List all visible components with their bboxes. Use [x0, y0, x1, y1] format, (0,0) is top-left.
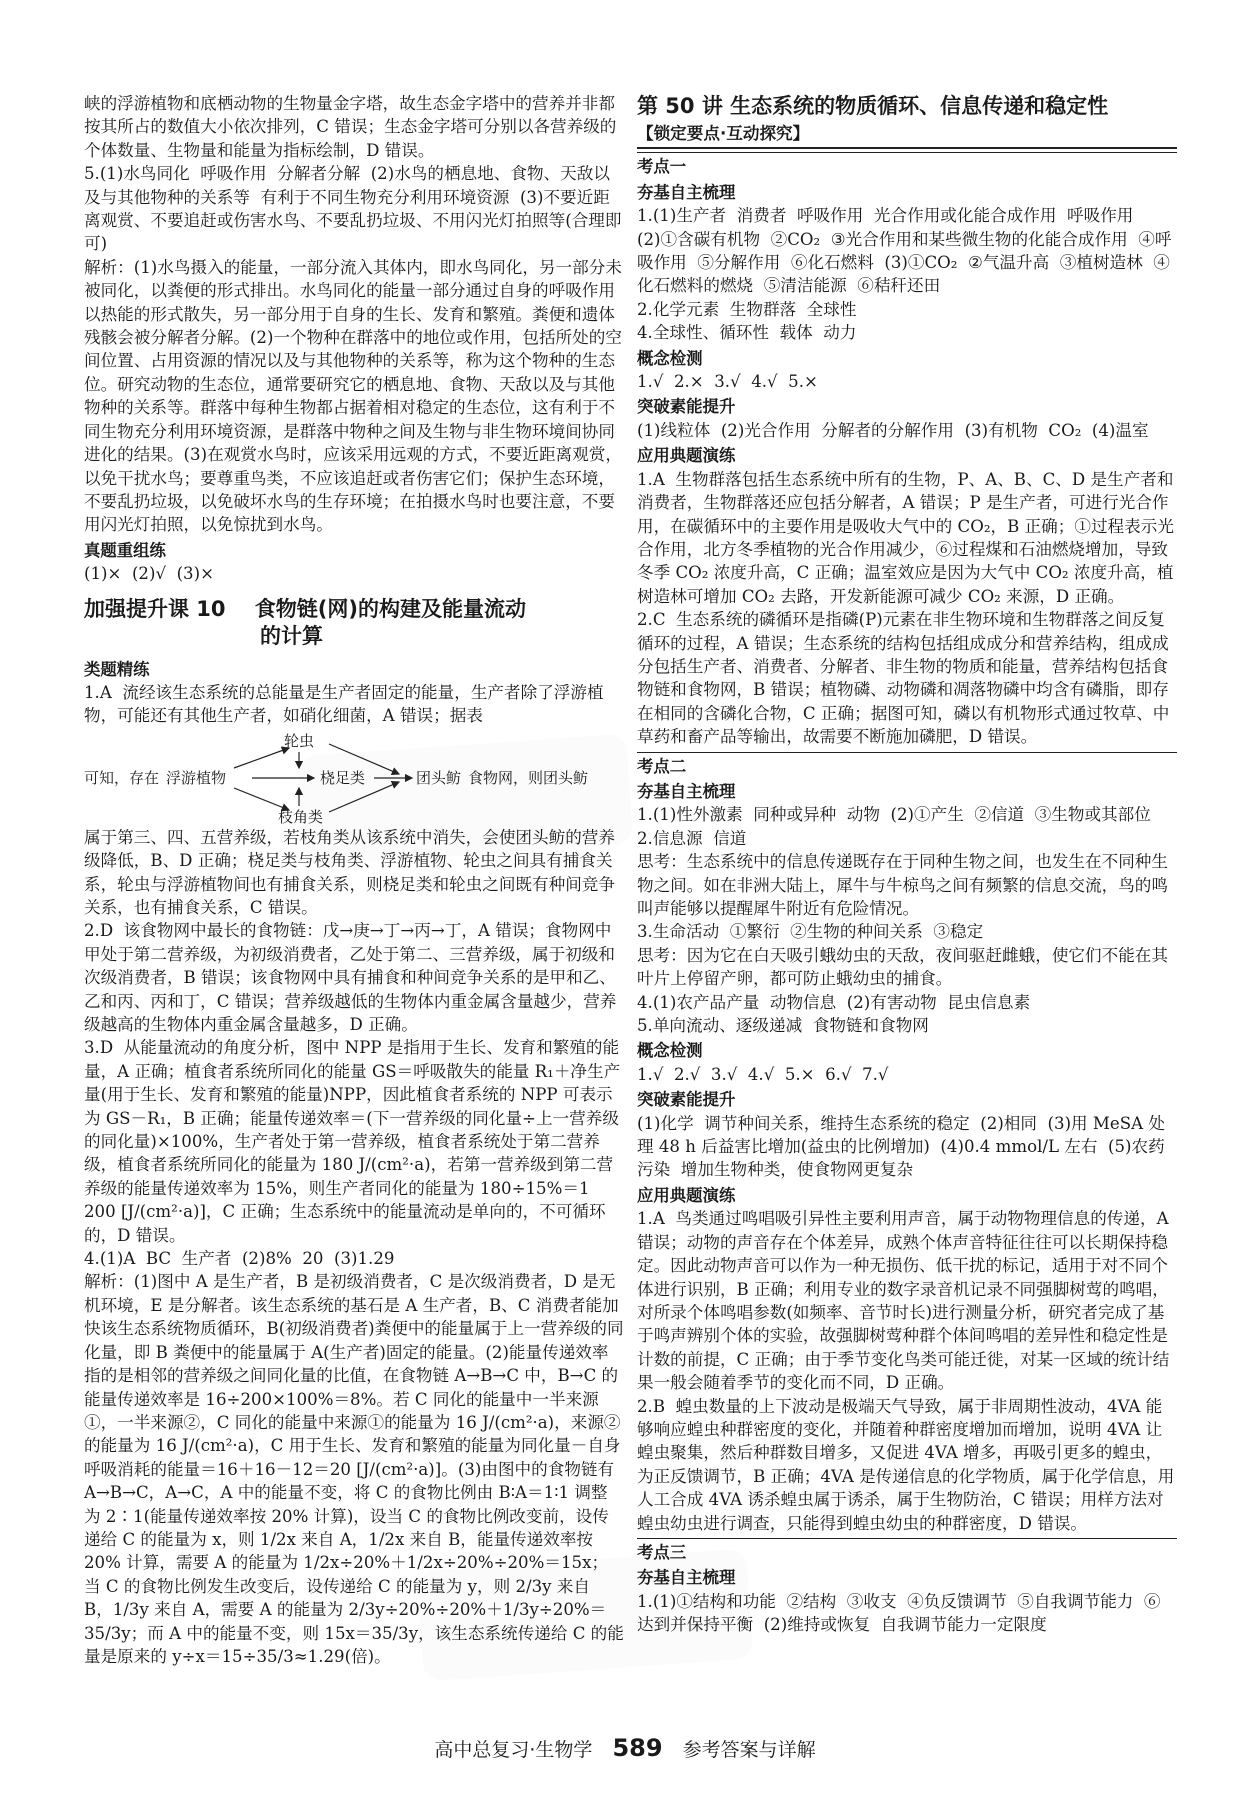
yingyong-2-answer-1: 1.A 鸟类通过鸣唱吸引异性主要利用声音，属于动物物理信息的传递，A 错误；动物的声音存在个体差异，成熟个体声音特征往往可以长期保持稳定。因此动物声音可以作为一种无损伤、低干扰的标记，适用于对不同个体进行识别，B 正确；利用专业的数字录音机记录不同强脚树莺的鸣唱，对所录个体鸣唱参数(如频率、音节时长)进行测量分析，研究者完成了基于鸣声辨别个体的实验，故强脚树莺种群个体间鸣唱的差异性和稳定性是计数的前提，C 正确；由于季节变化鸟类可能迁徙，对某一区域的统计结果一般会随着季节的变化而不同，D 正确。 — [637, 1209, 1174, 1393]
jichu-heading-3: 夯基自主梳理 — [637, 1568, 736, 1588]
gainian-answers-1: 1.√ 2.× 3.√ 4.√ 5.× — [637, 372, 818, 392]
kaodian-2-heading: 考点二 — [637, 752, 1177, 778]
answer-4-analysis: 解析：(1)图中 A 是生产者，B 是初级消费者，C 是次级消费者，D 是无机环境，E 是分解者。该生态系统的基石是 A 生产者，B、C 消费者能加快该生态系统物质循环，B(初级消费者)粪便中的能量属于上一营养级的同化量，即 B 粪便中的能量属于 A(生产者)固定的能量。(2)能量传递效率指的是相邻的营养级之间同化量的比值，在食物链 A→B→C 中，B→C 的能量传递效率是 16÷200×100%＝8%。若 C 同化的能量中一半来源①，一半来源②，C 同化的能量中来源①的能量为 16 J/(cm²·a)，来源②的能量为 16 J/(cm²·a)，C 用于生长、发育和繁殖的能量为同化量－自身呼吸消耗的能量＝16＋16－12＝20 [J/(cm²·a)]。(3)由图中的食物链有 A→B→C，A→C，A 中的能量不变，将 C 的食物比例由 B∶A＝1∶1 调整为 2∶1(能量传递效率按 20% 计算)，设当 C 的食物比例改变前，设传递给 C 的能量为 x，则 1/2x 来自 A，1/2x 来自 B，能量传递效率按 20% 计算，需要 A 的能量为 1/2x÷20%＋1/2x÷20%÷20%＝15x；当 C 的食物比例发生改变后，设传递给 C 的能量为 y，则 2/3y 来自 B，1/3y 来自 A，需要 A 的能量为 2/3y÷20%÷20%＋1/3y÷20%＝35/3y；而 A 中的能量不变，则 15x＝35/3y，该生态系统传递给 C 的能量是原来的 y÷x＝15÷35/3≈1.29(倍)。 — [84, 1272, 624, 1666]
node-fuyou-zhiwu: 浮游植物 — [166, 768, 227, 787]
left-paragraph-1: 峡的浮游植物和底栖动物的生物量金字塔，故生态金字塔中的营养并非都按其所占的数值大小依次排列，C 错误；生态金字塔可分别以各营养级的个体数量、生物量和能量为指标绘制，D 错误。 — [84, 94, 617, 160]
zhenti-answers: (1)× (2)√ (3)× — [84, 564, 214, 584]
tupo-answers-1: (1)线粒体 (2)光合作用 分解者的分解作用 (3)有机物 CO₂ (4)温室 — [637, 420, 1149, 440]
gainian-answers-2: 1.√ 2.√ 3.√ 4.√ 5.× 6.√ 7.√ — [637, 1064, 889, 1084]
kaodian-1-heading: 考点一 — [637, 152, 1177, 178]
chapter-title: 第 50 讲 生态系统的物质循环、信息传递和稳定性 — [637, 94, 1109, 118]
kaodian-2-item-1: 1.(1)性外激素 同种或异种 动物 (2)①产生 ②信道 ③生物或其部位 — [637, 805, 1151, 825]
kaodian-2-sikao-1: 思考：生态系统中的信息传递既存在于同种生物之间，也发生在不同种生物之间。如在非洲大陆上，犀牛与牛椋鸟之间有频繁的信息交流，鸟的鸣叫声能够以提醒犀牛附近有危险情况。 — [637, 852, 1168, 918]
kaodian-1-item-2: 2.化学元素 生物群落 全球性 — [637, 299, 857, 319]
answer-5-analysis: 解析：(1)水鸟摄入的能量，一部分流入其体内，即水鸟同化，另一部分未被同化，以粪便的形式排出。水鸟同化的能量一部分通过自身的呼吸作用以热能的形式散失，另一部分用于自身的生长、发育和繁殖。粪便和遗体残骸会被分解者分解。(2)一个物种在群落中的地位或作用，包括所处的空间位置、占用资源的情况以及与其他物种的关系等，称为这个物种的生态位。研究动物的生态位，通常要研究它的栖息地、食物、天敌以及与其他物种的关系等。群落中每种生物都占据着相对稳定的生态位，这有利于不同生物充分利用环境资源，是群落中物种之间及生物与非生物环境间协同进化的结果。(3)在观赏水鸟时，应该采用远观的方式，不要近距离观赏，以免干扰水鸟；要尊重鸟类，不应该追赶或者伤害它们；保护生态环境，不要乱扔垃圾，以免破坏水鸟的生存环境；在拍摄水鸟时也要注意，不要用闪光灯拍照，以免惊扰到水鸟。 — [84, 257, 622, 535]
yingyong-2-answer-2: 2.B 蝗虫数量的上下波动是极端天气导致，属于非周期性波动，4VA 能够响应蝗虫种群密度的变化，并随着种群密度增加而增加，说明 4VA 让蝗虫聚集，然后种群数目增多，又促进 4VA 增多，再吸引更多的蝗虫，为正反馈调节，B 正确；4VA 是传递信息的化学物质，属于化学信息，用人工合成 4VA 诱杀蝗虫属于诱杀，属于生物防治，C 错误；用样方法对蝗虫幼虫进行调查，只能得到蝗虫幼虫的种群密度，D 错误。 — [637, 1396, 1175, 1533]
jichu-heading-2: 夯基自主梳理 — [637, 781, 736, 801]
section-banner: 【锁定要点·互动探究】 — [637, 122, 1177, 149]
kaodian-2-sikao-2: 思考：因为它在白天吸引蛾幼虫的天敌，夜间驱赶雌蛾，使它们不能在其叶片上停留产卵，都可防止蛾幼虫的捕食。 — [637, 945, 1168, 989]
tupo-answers-2: (1)化学 调节种间关系，维持生态系统的稳定 (2)相同 (3)用 MeSA 处理 48 h 后益害比增加(益虫的比例增加) (4)0.4 mmol/L 左右 (5)农药污染 增加生物种类，使食物网更复杂 — [637, 1113, 1165, 1180]
answer-3: 3.D 从能量流动的角度分析，图中 NPP 是指用于生长、发育和繁殖的能量，A 正确；植食者系统所同化的能量 GS＝呼吸散失的能量 R₁＋净生产量(用于生长、发育和繁殖的能量)NPP，因此植食者系统的 NPP 可表示为 GS－R₁，B 正确；能量传递效率＝(下一营养级的同化量÷上一营养级的同化量)×100%，生产者处于第一营养级，植食者系统处于第二营养级，植食者系统所同化的能量为 180 J/(cm²·a)，若第一营养级到第二营养级的能量传递效率为 15%，则生产者同化的能量为 180÷15%＝1 200 [J/(cm²·a)]，C 正确；生态系统中的能量流动是单向的，不可循环的，D 错误。 — [84, 1038, 621, 1245]
tupo-heading-1: 突破素能提升 — [637, 397, 736, 417]
node-lunchong: 轮虫 — [284, 731, 315, 750]
answer-2: 2.D 该食物网中最长的食物链：戊→庚→丁→丙→丁，A 错误；食物网中甲处于第二营养级，为初级消费者，乙处于第二、三营养级，属于初级和次级消费者，B 错误；该食物网中具有捕食和种间竞争关系的是甲和乙、乙和丙、丙和丁，C 错误；营养级越低的生物体内重金属含量越少，营养级越高的生物体内重金属含量越多，D 正确。 — [84, 921, 617, 1034]
answer-1-part-b: 属于第三、四、五营养级，若枝角类从该系统中消失，会使团头鲂的营养级降低，B、D 正确；桡足类与枝角类、浮游植物、轮虫之间具有捕食关系，轮虫与浮游植物间也有捕食关系，则桡足类和轮虫之间既有种间竞争关系，也有捕食关系，C 错误。 — [84, 827, 615, 917]
yingyong-heading-1: 应用典题演练 — [637, 446, 736, 466]
answer-1-part-a: 1.A 流经该生态系统的总能量是生产者固定的能量，生产者除了浮游植物，可能还有其他生产者，如硝化细菌，A 错误；据表 — [84, 682, 604, 726]
jichu-heading-1: 夯基自主梳理 — [637, 182, 736, 202]
right-column — [637, 92, 1177, 1637]
kaodian-3-heading: 考点三 — [637, 1538, 1177, 1564]
diagram-suffix-text: 食物网，则团头鲂 — [468, 768, 589, 787]
lesson-title-prefix: 加强提升课 10 — [84, 596, 226, 621]
left-column — [84, 92, 624, 1668]
food-web-diagram — [84, 730, 624, 824]
kaodian-1-item-4: 4.全球性、循环性 载体 动力 — [637, 323, 857, 343]
page-number: 589 — [612, 1734, 663, 1762]
kaodian-2-item-4: 4.(1)农产品产量 动物信息 (2)有害动物 昆虫信息素 — [637, 992, 1031, 1012]
yingyong-1-answer-2: 2.C 生态系统的磷循环是指磷(P)元素在非生物环境和生物群落之间反复循环的过程，A 错误；生态系统的结构包括组成成分和营养结构，组成成分包括生产者、消费者、分解者、非生物的物质和能量，营养结构包括食物链和食物网，B 错误；植物磷、动物磷和凋落物磷中均含有磷脂，即存在相同的含磷化合物，C 正确；据图可知，磷以有机物形式通过牧草、中草药和畜产品等输出，故需要不断施加磷肥，D 错误。 — [637, 610, 1170, 747]
footer-book-title: 高中总复习·生物学 — [434, 1739, 593, 1761]
lesson-title-main: 食物链(网)的构建及能量流动 — [254, 596, 526, 621]
yingyong-1-answer-1: 1.A 生物群落包括生态系统中所有的生物，P、A、B、C、D 是生产者和消费者，生物群落还应包括分解者，A 错误；P 是生产者，可进行光合作用，在碳循环中的主要作用是吸收大气中的 CO₂，B 正确；①过程表示光合作用，北方冬季植物的光合作用减少，⑥过程煤和石油燃烧增加，导致冬季 CO₂ 浓度升高，C 正确；温室效应是因为大气中 CO₂ 浓度升高，植树造林可增加 CO₂ 去路，开发新能源可减少 CO₂ 来源，D 正确。 — [637, 469, 1174, 606]
answer-5: 5.(1)水鸟同化 呼吸作用 分解者分解 (2)水鸟的栖息地、食物、天敌以及与其他物种的关系等 有利于不同生物充分利用环境资源 (3)不要近距离观赏、不要追赶或伤害水鸟、不要乱扔垃圾、不用闪光灯拍照等(合理即可) — [84, 164, 622, 254]
gainian-heading-2: 概念检测 — [637, 1041, 703, 1061]
kaodian-2-item-5: 5.单向流动、逐级递减 食物链和食物网 — [637, 1016, 929, 1036]
gainian-heading-1: 概念检测 — [637, 348, 703, 368]
lesson-title — [84, 596, 624, 650]
kaodian-1-item-1: 1.(1)生产者 消费者 呼吸作用 光合作用或化能合成作用 呼吸作用 (2)①含碳有机物 ②CO₂ ③光合作用和某些微生物的化能合成作用 ④呼吸作用 ⑤分解作用 ⑥化石燃料 (3)①CO₂ ②气温升高 ③植树造林 ④化石燃料的燃烧 ⑤清洁能源 ⑥秸秆还田 — [637, 206, 1172, 296]
page-footer — [0, 1734, 1250, 1762]
kaodian-2-item-2: 2.信息源 信道 — [637, 828, 747, 848]
footer-section-name: 参考答案与详解 — [682, 1739, 816, 1761]
diagram-prefix-text: 可知，存在 — [84, 768, 160, 787]
yingyong-heading-2: 应用典题演练 — [637, 1185, 736, 1205]
kaodian-2-item-3: 3.生命活动 ①繁衍 ②生物的种间关系 ③稳定 — [637, 922, 984, 942]
section-heading-zhenti: 真题重组练 — [84, 540, 166, 560]
lesson-title-sub: 的计算 — [260, 623, 323, 648]
section-heading-leiti: 类题精练 — [84, 659, 150, 679]
answer-4: 4.(1)A BC 生产者 (2)8% 20 (3)1.29 — [84, 1249, 395, 1269]
node-zhijiaolei: 枝角类 — [278, 807, 324, 826]
node-tuantoufang: 团头鲂 — [416, 768, 462, 787]
tupo-heading-2: 突破素能提升 — [637, 1090, 736, 1110]
kaodian-3-item-1: 1.(1)①结构和功能 ②结构 ③收支 ④负反馈调节 ⑤自我调节能力 ⑥达到并保持平衡 (2)维持或恢复 自我调节能力一定限度 — [637, 1591, 1161, 1635]
node-naozulei: 桡足类 — [320, 768, 366, 787]
